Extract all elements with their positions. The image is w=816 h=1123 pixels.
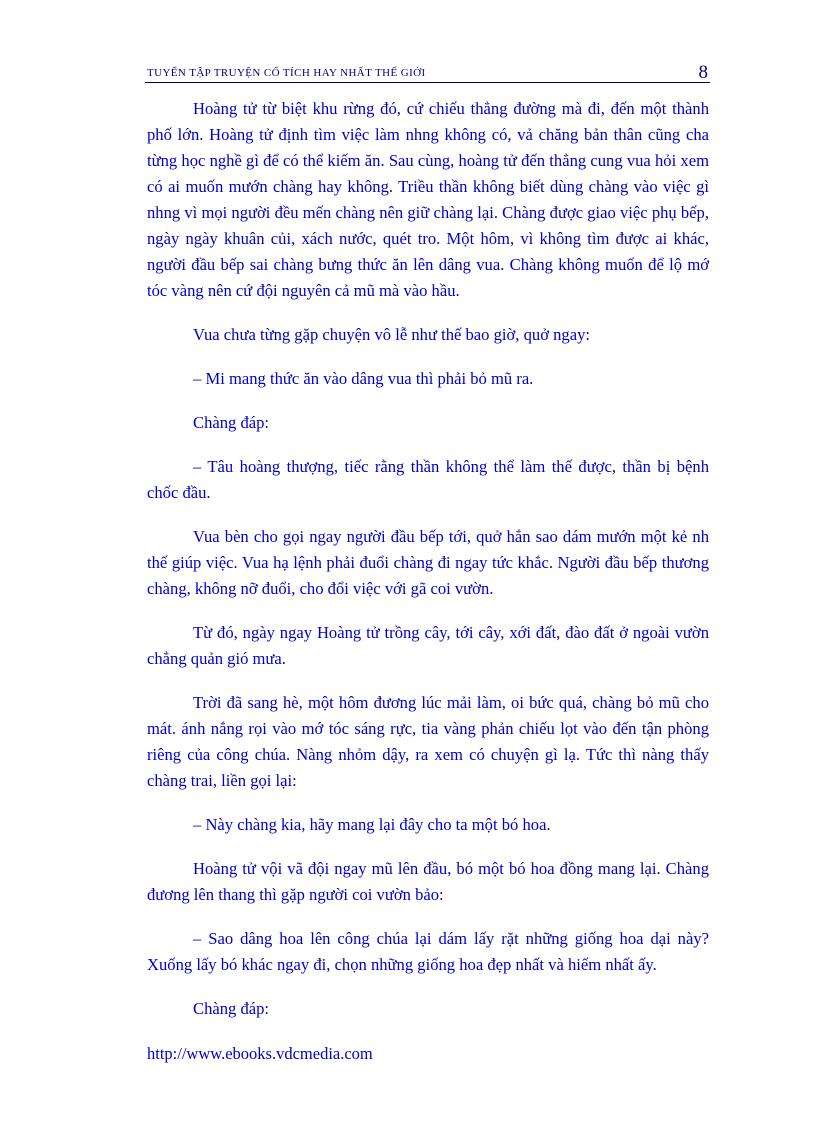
dialogue-line: – Tâu hoàng thượng, tiếc rằng thần không thể làm thế được, thần bị bệnh chốc đầu. bbox=[147, 457, 709, 502]
page-number: 8 bbox=[698, 62, 708, 83]
story-body bbox=[147, 96, 709, 1040]
paragraph: Chàng đáp: bbox=[193, 999, 270, 1018]
dialogue-line: – Này chàng kia, hãy mang lại đây cho ta một bó hoa. bbox=[193, 815, 551, 834]
paragraph: Từ đó, ngày ngay Hoàng tử trồng cây, tới cây, xới đất, đào đất ở ngoài vườn chẳng quản gió mưa. bbox=[147, 623, 709, 668]
dialogue-line: – Mi mang thức ăn vào dâng vua thì phải bỏ mũ ra. bbox=[193, 369, 534, 388]
paragraph: Hoàng tử từ biệt khu rừng đó, cứ chiếu thẳng đường mà đi, đến một thành phố lớn. Hoàng tử định tìm việc làm nhng không có, vả chăng bản thân cũng cha từng học nghề gì để có thể kiếm ăn. Sau cùng, hoàng tử đến thẳng cung vua hỏi xem có ai muốn mướn chàng hay không. Triều thần không biết dùng chàng vào việc gì nhng vì mọi người đều mến chàng nên giữ chàng lại. Chàng được giao việc phụ bếp, ngày ngày khuân củi, xách nước, quét tro. Một hôm, vì không tìm được ai khác, người đầu bếp sai chàng bưng thức ăn lên dâng vua. Chàng không muốn để lộ mớ tóc vàng nên cứ đội nguyên cả mũ mà vào hầu. bbox=[147, 99, 709, 300]
paragraph: Chàng đáp: bbox=[193, 413, 270, 432]
page-header bbox=[145, 62, 710, 83]
paragraph: Hoàng tử vội vã đội ngay mũ lên đầu, bó một bó hoa đồng mang lại. Chàng đương lên thang thì gặp người coi vườn bảo: bbox=[147, 859, 709, 904]
dialogue-line: – Sao dâng hoa lên công chúa lại dám lấy rặt những giống hoa dại này? Xuống lấy bó khác ngay đi, chọn những giống hoa đẹp nhất và hiếm nhất ấy. bbox=[147, 929, 709, 974]
paragraph: Vua chưa từng gặp chuyện vô lễ như thế bao giờ, quở ngay: bbox=[193, 325, 590, 344]
paragraph: Vua bèn cho gọi ngay người đầu bếp tới, quở hắn sao dám mướn một kẻ nh thế giúp việc. Vua hạ lệnh phải đuổi chàng đi ngay tức khắc. Người đầu bếp thương chàng, không nỡ đuổi, cho đổi việc với gã coi vườn. bbox=[147, 527, 709, 598]
footer-url-link[interactable]: http://www.ebooks.vdcmedia.com bbox=[147, 1044, 373, 1063]
paragraph: Trời đã sang hè, một hôm đương lúc mải làm, oi bức quá, chàng bỏ mũ cho mát. ánh nắng rọi vào mớ tóc sáng rực, tia vàng phản chiếu lọt vào đến tận phòng riêng của công chúa. Nàng nhỏm dậy, ra xem có chuyện gì lạ. Tức thì nàng thấy chàng trai, liền gọi lại: bbox=[147, 693, 709, 790]
book-title: TUYỂN TẬP TRUYỆN CỔ TÍCH HAY NHẤT THẾ GIỚI bbox=[147, 67, 426, 79]
